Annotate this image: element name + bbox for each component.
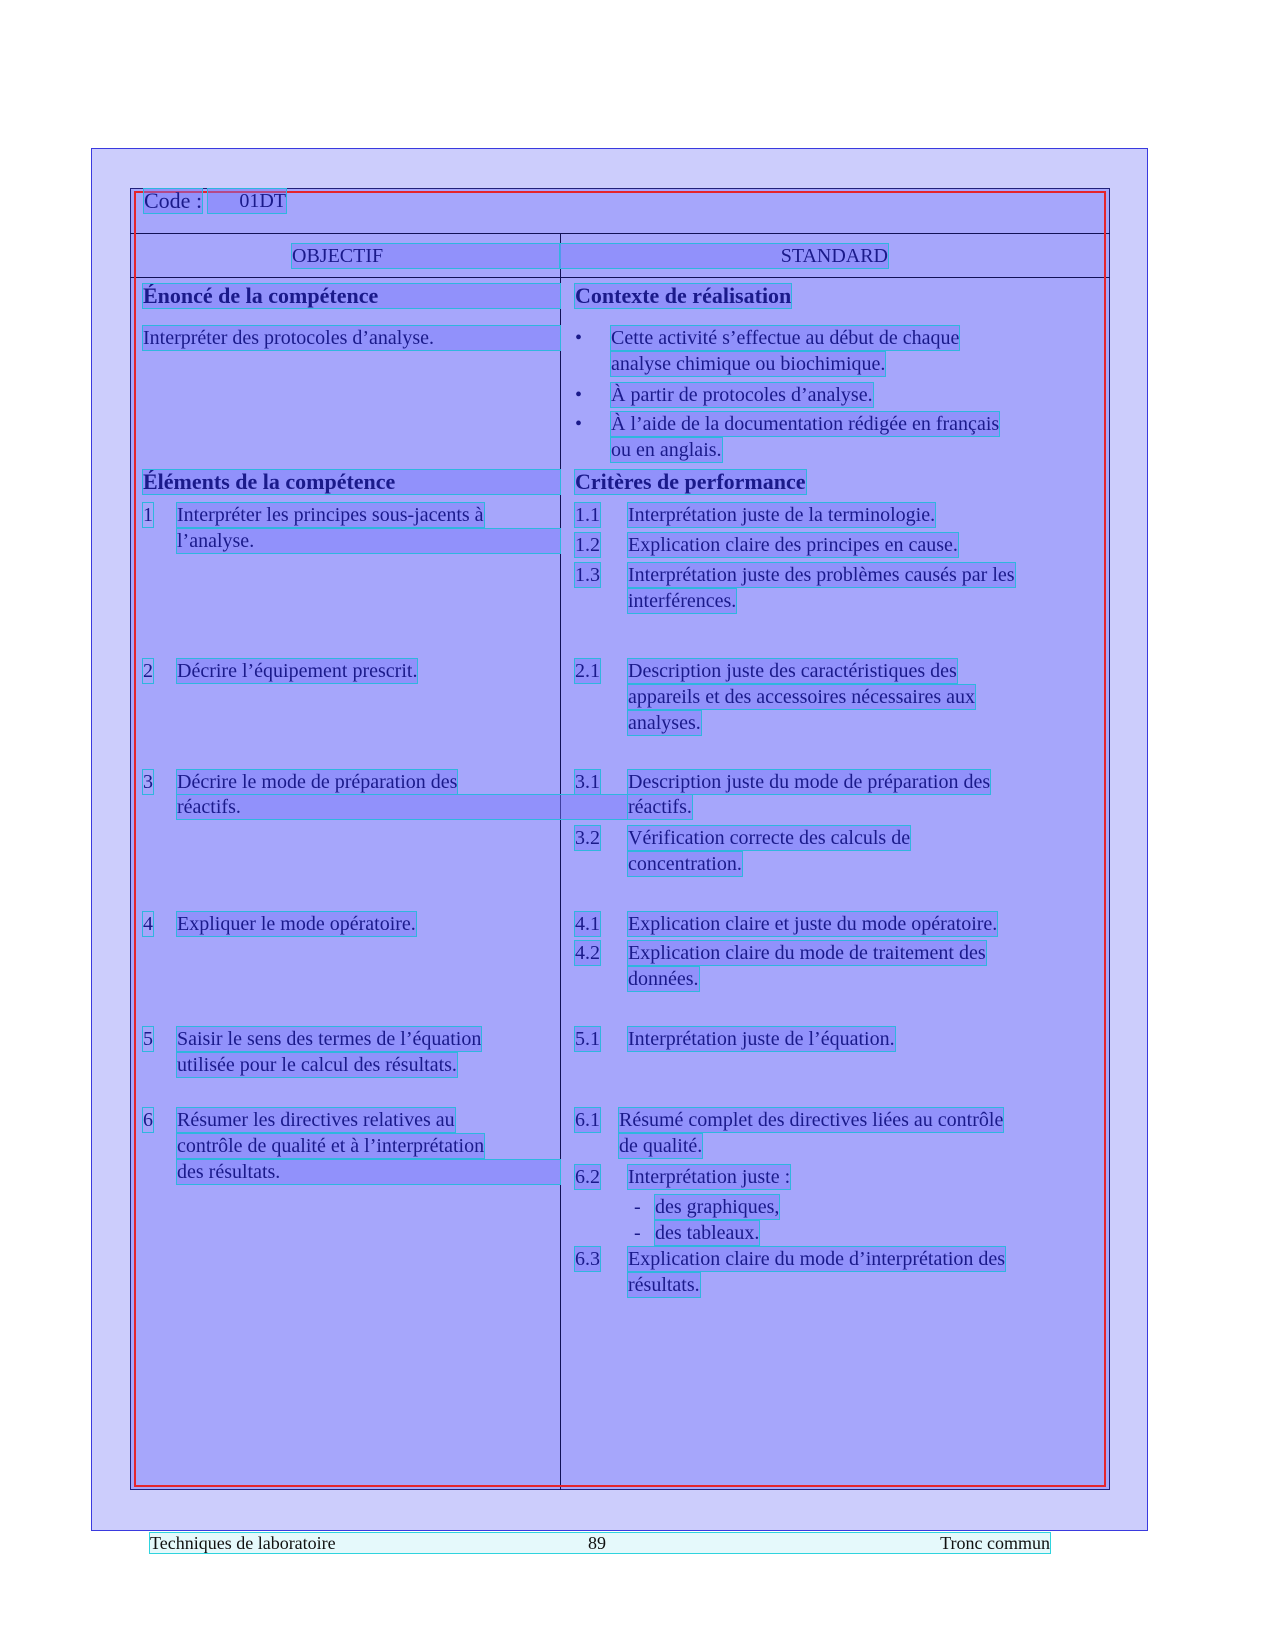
header-objectif: OBJECTIF <box>292 244 560 268</box>
contexte-line: Cette activité s’effectue au début de chaque <box>611 327 960 349</box>
element-line: Expliquer le mode opératoire. <box>177 913 416 935</box>
critere-line: réactifs. <box>628 796 692 818</box>
critere-number: 6.3 <box>575 1248 600 1270</box>
element-line: Décrire le mode de préparation des <box>177 771 458 793</box>
critere-line: de qualité. <box>619 1135 703 1157</box>
critere-number: 5.1 <box>575 1028 600 1050</box>
critere-sub-line: des graphiques, <box>655 1196 780 1218</box>
critere-sub-bullet: - <box>634 1222 641 1244</box>
critere-line: Résumé complet des directives liées au contrôle <box>619 1109 1004 1131</box>
element-number: 1 <box>143 504 153 526</box>
footer-left: Techniques de laboratoire <box>150 1533 336 1553</box>
contexte-bullet: • <box>575 413 583 435</box>
critere-line: Explication claire du mode d’interprétation des <box>628 1248 1006 1270</box>
header-standard: STANDARD <box>560 244 888 268</box>
footer-page-number: 89 <box>588 1533 606 1553</box>
contexte-title: Contexte de réalisation <box>575 283 792 308</box>
element-number: 4 <box>143 913 153 935</box>
element-line: l’analyse. <box>177 529 560 553</box>
element-line: utilisée pour le calcul des résultats. <box>177 1054 457 1076</box>
enonce-text: Interpréter des protocoles d’analyse. <box>143 326 560 350</box>
critere-line: Description juste des caractéristiques des <box>628 660 957 682</box>
critere-line: résultats. <box>628 1274 700 1296</box>
critere-number: 1.3 <box>575 564 600 586</box>
critere-number: 6.2 <box>575 1166 600 1188</box>
footer-right: Tronc commun <box>940 1533 1050 1553</box>
code-value: 01DT <box>208 189 286 213</box>
element-line: contrôle de qualité et à l’interprétation <box>177 1135 485 1157</box>
element-line: Résumer les directives relatives au <box>177 1109 455 1131</box>
critere-line: Vérification correcte des calculs de <box>628 827 911 849</box>
critere-line: Interprétation juste de l’équation. <box>628 1028 895 1050</box>
code-label: Code : <box>144 188 203 213</box>
critere-line: Interprétation juste : <box>628 1166 791 1188</box>
element-number: 5 <box>143 1028 153 1050</box>
critere-number: 1.2 <box>575 534 600 556</box>
enonce-title: Énoncé de la compétence <box>143 284 560 308</box>
elements-title: Éléments de la compétence <box>143 470 560 494</box>
element-line: Saisir le sens des termes de l’équation <box>177 1028 482 1050</box>
critere-line: Explication claire et juste du mode opératoire. <box>628 913 998 935</box>
element-number: 3 <box>143 771 153 793</box>
critere-number: 4.2 <box>575 942 600 964</box>
critere-number: 4.1 <box>575 913 600 935</box>
critere-number: 1.1 <box>575 504 600 526</box>
critere-line: Explication claire des principes en cause. <box>628 534 958 556</box>
critere-line: interférences. <box>628 590 737 612</box>
critere-line: Interprétation juste de la terminologie. <box>628 504 936 526</box>
contexte-line: analyse chimique ou biochimique. <box>611 353 886 375</box>
contexte-bullet: • <box>575 384 583 406</box>
element-number: 2 <box>143 660 153 682</box>
element-line: Décrire l’équipement prescrit. <box>177 660 418 682</box>
header-divider-top <box>130 233 1110 234</box>
contexte-bullet: • <box>575 327 583 349</box>
critere-sub-line: des tableaux. <box>655 1222 760 1244</box>
critere-line: Description juste du mode de préparation des <box>628 771 991 793</box>
critere-line: Explication claire du mode de traitement des <box>628 942 986 964</box>
critere-line: appareils et des accessoires nécessaires aux <box>628 686 976 708</box>
critere-number: 3.2 <box>575 827 600 849</box>
element-line: Interpréter les principes sous-jacents à <box>177 504 484 526</box>
critere-line: Interprétation juste des problèmes causés par les <box>628 564 1015 586</box>
critere-number: 2.1 <box>575 660 600 682</box>
critere-line: concentration. <box>628 853 742 875</box>
criteres-title: Critères de performance <box>575 469 806 494</box>
column-divider <box>560 233 561 1490</box>
contexte-line: ou en anglais. <box>611 439 722 461</box>
contexte-line: À l’aide de la documentation rédigée en français <box>611 413 1000 435</box>
critere-line: données. <box>628 968 699 990</box>
critere-sub-bullet: - <box>634 1196 641 1218</box>
element-line: réactifs. <box>177 795 627 819</box>
critere-line: analyses. <box>628 712 701 734</box>
element-number: 6 <box>143 1109 153 1131</box>
header-divider-bottom <box>130 277 1110 278</box>
element-line: des résultats. <box>177 1160 560 1184</box>
critere-number: 3.1 <box>575 771 600 793</box>
contexte-line: À partir de protocoles d’analyse. <box>611 384 873 406</box>
critere-number: 6.1 <box>575 1109 600 1131</box>
